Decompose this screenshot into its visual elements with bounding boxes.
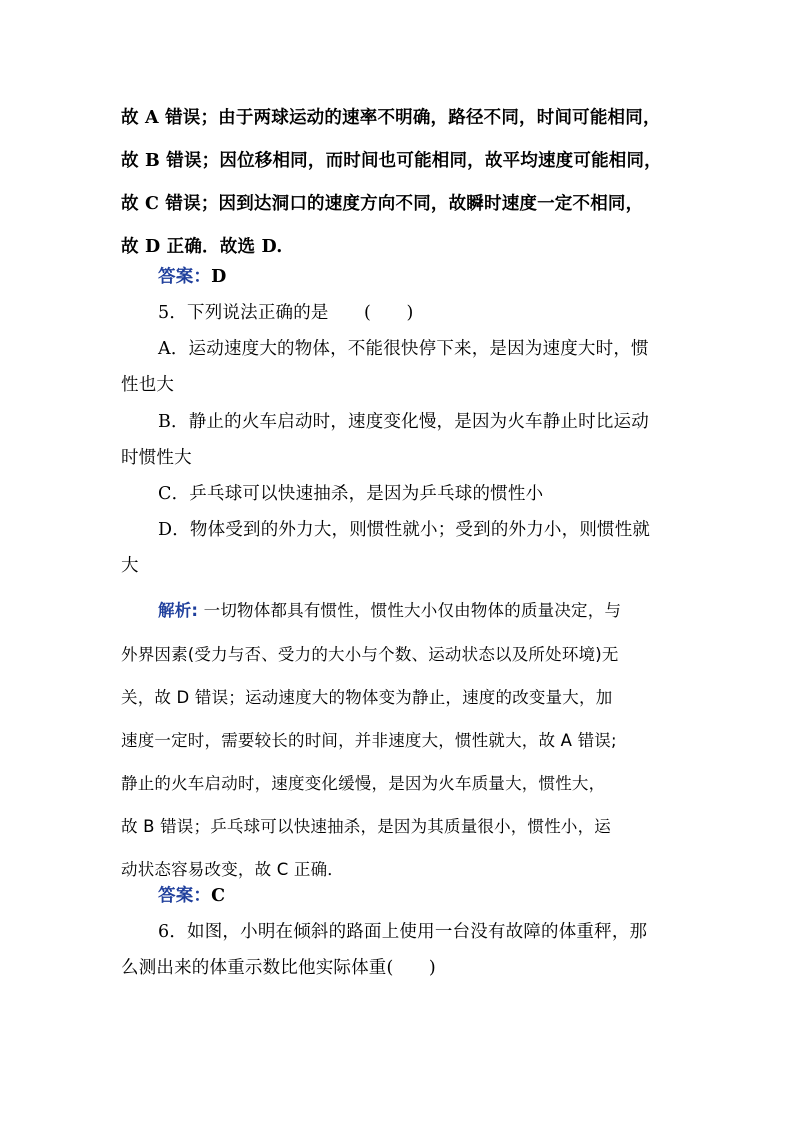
q5-explanation-line-4: 速度一定时，需要较长的时间，并非速度大，惯性就大，故 A 错误; (121, 731, 617, 750)
q5-explanation-label: 解析: (158, 601, 199, 620)
q5-option-c: C．乒乓球可以快速抽杀，是因为乒乓球的惯性小 (158, 484, 544, 504)
q4-explanation-line-1: 故 A 错误；由于两球运动的速率不明确，路径不同，时间可能相同， (121, 108, 661, 128)
q4-answer-label: 答案： (158, 267, 212, 287)
q5-option-b-line-2: 时惯性大 (121, 448, 192, 468)
q5-option-d-line-2: 大 (121, 556, 139, 576)
q5-explanation-line-2: 外界因素(受力与否、受力的大小与个数、运动状态以及所处环境)无 (121, 645, 619, 664)
q5-explanation-line-1 (158, 600, 718, 622)
q5-option-d-line-1: D．物体受到的外力大，则惯性就小；受到的外力小，则惯性就 (158, 520, 651, 540)
q5-option-a-line-2: 性也大 (121, 375, 175, 395)
q5-answer (158, 885, 718, 907)
q4-answer (158, 266, 718, 288)
q5-explanation-line-7: 动状态容易改变，故 C 正确． (121, 860, 345, 879)
q4-explanation-line-3: 故 C 错误；因到达洞口的速度方向不同，故瞬时速度一定不相同， (121, 194, 644, 214)
q5-option-a-line-1: A．运动速度大的物体，不能很快停下来，是因为速度大时，惯 (158, 339, 649, 359)
q5-explanation-line-5: 静止的火车启动时，速度变化缓慢，是因为火车质量大，惯性大， (121, 774, 606, 793)
q5-explanation-line-3: 关，故 D 错误；运动速度大的物体变为静止，速度的改变量大，加 (121, 688, 613, 707)
q5-stem: 5．下列说法正确的是 ( ) (158, 303, 414, 323)
q4-explanation-line-4: 故 D 正确．故选 D. (121, 237, 283, 257)
q4-explanation-line-2: 故 B 错误；因位移相同，而时间也可能相同，故平均速度可能相同， (121, 151, 662, 171)
q5-explanation-text: 一切物体都具有惯性，惯性大小仅由物体的质量决定，与 (198, 601, 622, 620)
q5-answer-value: C (211, 886, 226, 906)
q6-stem-line-1: 6．如图，小明在倾斜的路面上使用一台没有故障的体重秤，那 (158, 922, 648, 942)
q5-explanation-line-6: 故 B 错误；乒乓球可以快速抽杀，是因为其质量很小，惯性小，运 (121, 817, 612, 836)
q4-answer-value: D (211, 267, 227, 287)
q5-answer-label: 答案： (158, 886, 212, 906)
q6-stem-line-2: 么测出来的体重示数比他实际体重( ) (121, 958, 436, 978)
q5-option-b-line-1: B．静止的火车启动时，速度变化慢，是因为火车静止时比运动 (158, 412, 649, 432)
